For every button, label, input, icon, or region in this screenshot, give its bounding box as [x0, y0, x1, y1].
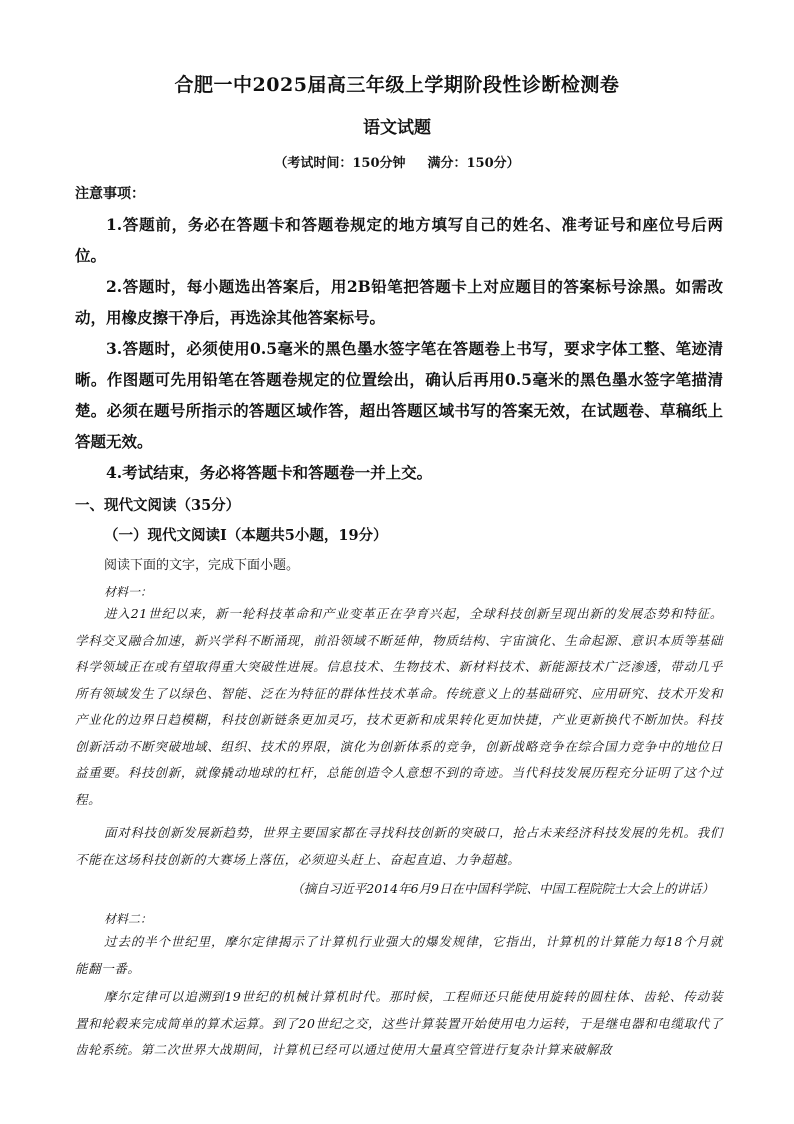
reading-instruction: 阅读下面的文字，完成下面小题。 — [104, 558, 300, 573]
material-2-paragraph-1: 过去的半个世纪里，摩尔定律揭示了计算机行业强大的爆发规律，它指出，计算机的计算能力每18个月就能翻一番。 — [75, 934, 723, 976]
notice-rule-3: 3.答题时，必须使用0.5毫米的黑色墨水签字笔在答题卷上书写，要求字体工整、笔迹清晰。作图题可先用铅笔在答题卷规定的位置绘出，确认后再用0.5毫米的黑色墨水签字笔描清楚。必须在题号所指示的答题区域作答，超出答题区域书写的答案无效，在试题卷、草稿纸上答题无效。 — [75, 339, 723, 451]
material-2-paragraph-2: 摩尔定律可以追溯到19世纪的机械计算机时代。那时候，工程师还只能使用旋转的圆柱体、齿轮、传动装置和轮毂来完成简单的算术运算。到了20世纪之交，这些计算装置开始使用电力运转，于是继电器和电缆取代了齿轮系统。第二次世界大战期间，计算机已经可以通过使用大量真空管进行复杂计算来破解敌 — [75, 989, 723, 1057]
full-score: 满分：150分） — [427, 156, 520, 171]
material-1-paragraph-2: 面对科技创新发展新趋势，世界主要国家都在寻找科技创新的突破口，抢占未来经济科技发展的先机。我们不能在这场科技创新的大赛场上落伍，必须迎头赶上、奋起直追、力争超越。 — [75, 825, 723, 867]
material-1-label: 材料一： — [104, 585, 153, 599]
section-heading: 一、现代文阅读（35分） — [75, 497, 241, 514]
material-1-citation: （摘自习近平2014年6月9日在中国科学院、中国工程院院士大会上的讲话） — [291, 881, 714, 896]
notice-rule-2: 2.答题时，每小题选出答案后，用2B铅笔把答题卡上对应题目的答案标号涂黑。如需改动，用橡皮擦干净后，再选涂其他答案标号。 — [75, 277, 723, 327]
exam-time: （考试时间：150分钟 — [274, 156, 406, 171]
material-1-paragraph-1: 进入21世纪以来，新一轮科技革命和产业变革正在孕育兴起，全球科技创新呈现出新的发展态势和特征。学科交叉融合加速，新兴学科不断涌现，前沿领域不断延伸，物质结构、宇宙演化、生命起源、意识本质等基础科学领域正在或有望取得重大突破性进展。信息技术、生物技术、新材料技术、新能源技术广泛渗透，带动几乎所有领域发生了以绿色、智能、泛在为特征的群体性技术革命。传统意义上的基础研究、应用研究、技术开发和产业化的边界日趋模糊，科技创新链条更加灵巧，技术更新和成果转化更加快捷，产业更新换代不断加快。科技创新活动不断突破地域、组织、技术的界限，演化为创新体系的竞争，创新战略竞争在综合国力竞争中的地位日益重要。科技创新，就像撬动地球的杠杆，总能创造令人意想不到的奇迹。当代科技发展历程充分证明了这个过程。 — [75, 606, 723, 807]
material-2-label: 材料二： — [104, 912, 153, 926]
exam-title: 合肥一中2025届高三年级上学期阶段性诊断检测卷 — [174, 74, 620, 96]
exam-info — [0, 152, 794, 171]
notice-rule-4: 4.考试结束，务必将答题卡和答题卷一并上交。 — [106, 463, 433, 482]
notice-rule-1: 1.答题前，务必在答题卡和答题卷规定的地方填写自己的姓名、准考证号和座位号后两位。 — [75, 215, 723, 265]
notice-heading: 注意事项： — [75, 186, 145, 202]
subject-title: 语文试题 — [363, 118, 431, 138]
subsection-heading: （一）现代文阅读Ⅰ（本题共5小题，19分） — [104, 527, 388, 544]
